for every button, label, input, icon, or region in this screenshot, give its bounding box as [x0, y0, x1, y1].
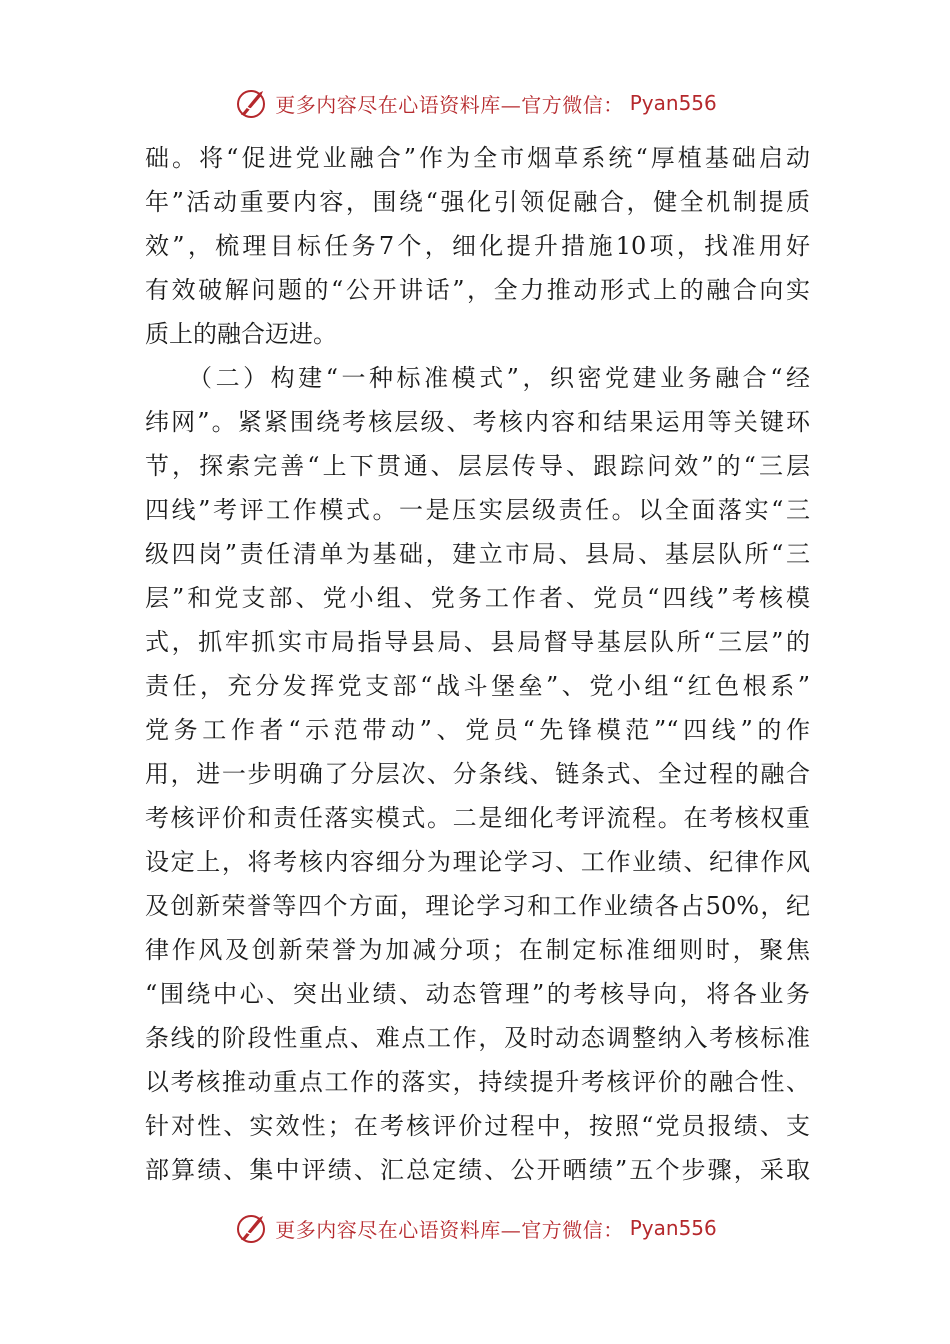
text-line: 设定上，将考核内容细分为理论学习、工作业绩、纪律作风 [145, 848, 810, 876]
text-line: “围绕中心、突出业绩、动态管理”的考核导向，将各业务 [145, 980, 810, 1008]
watermark-wechat-id: Pyan556 [629, 91, 717, 115]
text-line: 有效破解问题的“公开讲话”，全力推动形式上的融合向实 [145, 276, 810, 304]
text-line: 及创新荣誉等四个方面，理论学习和工作业绩各占50%，纪 [145, 892, 810, 920]
document-body [145, 136, 810, 1192]
watermark-text: 更多内容尽在心语资料库—官方微信： [275, 92, 624, 117]
text-line: 年”活动重要内容，围绕“强化引领促融合，健全机制提质 [145, 188, 810, 216]
text-line: 责任，充分发挥党支部“战斗堡垒”、党小组“红色根系” [145, 672, 810, 700]
text-line: 效”，梳理目标任务7个，细化提升措施10项，找准用好 [145, 232, 810, 260]
quill-logo-icon [233, 85, 269, 121]
text-line: 部算绩、集中评绩、汇总定绩、公开晒绩”五个步骤，采取 [145, 1156, 810, 1184]
text-line: 式，抓牢抓实市局指导县局、县局督导基层队所“三层”的 [145, 628, 810, 656]
text-line: 四线”考评工作模式。一是压实层级责任。以全面落实“三 [145, 496, 810, 524]
watermark-wechat-id: Pyan556 [629, 1216, 717, 1240]
text-line: 用，进一步明确了分层次、分条线、链条式、全过程的融合 [145, 760, 810, 788]
footer-watermark [0, 1208, 950, 1248]
text-line: 律作风及创新荣誉为加减分项；在制定标准细则时，聚焦 [145, 936, 810, 964]
text-line: 以考核推动重点工作的落实，持续提升考核评价的融合性、 [145, 1068, 810, 1096]
paragraph-2 [145, 356, 810, 1192]
text-line: 针对性、实效性；在考核评价过程中，按照“党员报绩、支 [145, 1112, 810, 1140]
text-line: 础。将“促进党业融合”作为全市烟草系统“厚植基础启动 [145, 144, 810, 172]
text-line: 质上的融合迈进。 [145, 320, 337, 348]
text-line: 党务工作者“示范带动”、党员“先锋模范”“四线”的作 [145, 716, 810, 744]
header-watermark [0, 83, 950, 123]
paragraph-1 [145, 136, 810, 356]
watermark-text: 更多内容尽在心语资料库—官方微信： [275, 1217, 624, 1242]
text-line: （二）构建“一种标准模式”，织密党建业务融合“经 [145, 364, 810, 392]
text-line: 考核评价和责任落实模式。二是细化考评流程。在考核权重 [145, 804, 810, 832]
text-line: 层”和党支部、党小组、党务工作者、党员“四线”考核模 [145, 584, 810, 612]
text-line: 条线的阶段性重点、难点工作，及时动态调整纳入考核标准 [145, 1024, 810, 1052]
text-line: 节，探索完善“上下贯通、层层传导、跟踪问效”的“三层 [145, 452, 810, 480]
text-line: 纬网”。紧紧围绕考核层级、考核内容和结果运用等关键环 [145, 408, 810, 436]
quill-logo-icon [233, 1210, 269, 1246]
text-line: 级四岗”责任清单为基础，建立市局、县局、基层队所“三 [145, 540, 810, 568]
